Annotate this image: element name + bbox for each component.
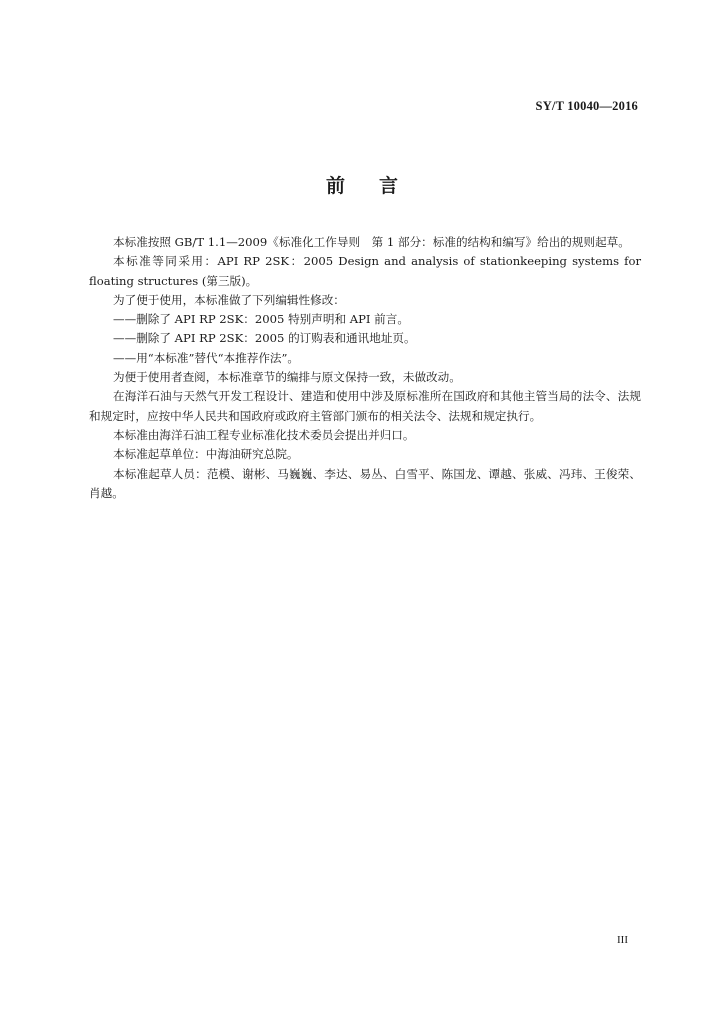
page-title [0,171,724,198]
paragraph-drafting-rules: 本标准按照 GB/T 1.1—2009《标准化工作导则 第 1 部分：标准的结构和编写》给出的规则起草。 [113,235,630,249]
paragraph-adoption: 本标准等同采用：API RP 2SK：2005 Design and analysis of stationkeeping systems for floating structures (第三版)。 [89,254,641,288]
paragraph-structure: 为便于使用者查阅，本标准章节的编排与原文保持一致，未做改动。 [113,370,461,385]
paragraph-drafting-unit: 本标准起草单位：中海油研究总院。 [113,447,299,462]
title-char-1: 前 [325,175,345,197]
paragraph-edits-intro: 为了便于使用，本标准做了下列编辑性修改： [113,292,345,307]
page-number: III [617,934,628,946]
paragraph-edit-2: ——删除了 API RP 2SK：2005 的订购表和通讯地址页。 [113,331,416,346]
paragraph-edit-1: ——删除了 API RP 2SK：2005 特别声明和 API 前言。 [113,312,409,327]
paragraph-drafters: 本标准起草人员：范模、谢彬、马巍巍、李达、易丛、白雪平、陈国龙、谭越、张威、冯玮、王俊荣、肖越。 [89,466,641,500]
paragraph-proposer: 本标准由海洋石油工程专业标准化技术委员会提出并归口。 [113,427,415,442]
title-char-2: 言 [379,175,399,197]
paragraph-edit-3: ——用“本标准”替代“本推荐作法”。 [113,350,300,365]
standard-code: SY/T 10040—2016 [535,99,638,113]
foreword-body [89,233,641,503]
paragraph-regulations: 在海洋石油与天然气开发工程设计、建造和使用中涉及原标准所在国政府和其他主管当局的法令、法规和规定时，应按中华人民共和国政府或政府主管部门颁布的相关法令、法规和规定执行。 [89,389,641,423]
